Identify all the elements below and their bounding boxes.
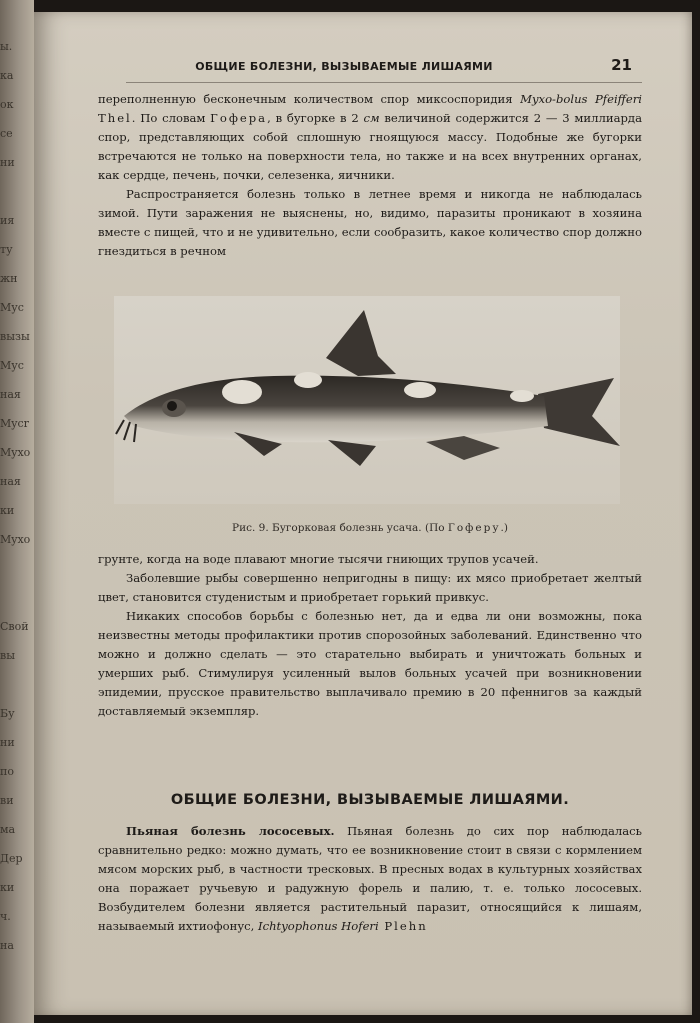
facing-page-fragment: ч. bbox=[0, 910, 11, 923]
figure-caption: Рис. 9. Бугорковая болезнь усача. (По Гоферу.) bbox=[232, 522, 508, 534]
paragraph-2: Распространяется болезнь только в летнее время и никогда не наблюдалась зимой. Пути заражения не выяснены, но, видимо, паразиты проникают в хозяина вместе с пищей, что и не удивительно, если сообразить, какое количество спор должно гнездиться в речном bbox=[98, 187, 642, 258]
barbel-fish-image bbox=[114, 296, 620, 504]
facing-page-fragment: жн bbox=[0, 272, 18, 285]
facing-page-fragment: Myxo bbox=[0, 533, 30, 546]
paragraph-4: Заболевшие рыбы совершенно непригодны в пищу: их мясо приобретает желтый цвет, становится студенистым и приобретает горький привкус. bbox=[98, 571, 642, 604]
book-page bbox=[34, 12, 692, 1015]
page-number: 21 bbox=[611, 56, 632, 74]
facing-page-fragment: ки bbox=[0, 881, 15, 894]
facing-page-fragment: се bbox=[0, 127, 13, 140]
facing-page-fragment: ная bbox=[0, 475, 21, 488]
facing-page-fragment: ы. bbox=[0, 40, 13, 53]
facing-page-fragment: ия bbox=[0, 214, 15, 227]
facing-page-edge bbox=[0, 0, 34, 1023]
paragraph-1: переполненную бесконечным количеством спор миксоспоридия Myxo-bolus Pfeifferi Thel. По словам Гофера, в бугорке в 2 см величиной содержится 2 — 3 миллиарда спор, представляющих собой сплошную гноящуюся массу. Подобные же бугорки встречаются не только на поверхности тела, но также и на всех внутренних органах, как сердце, печень, почки, селезенка, яичники. bbox=[98, 92, 642, 182]
facing-page-fragment: Дер bbox=[0, 852, 23, 865]
facing-page-fragment: Mycr bbox=[0, 417, 29, 430]
text-block-bottom bbox=[98, 822, 642, 936]
text-block-top bbox=[98, 90, 642, 261]
facing-page-fragment: ма bbox=[0, 823, 16, 836]
facing-page-fragment: ок bbox=[0, 98, 14, 111]
paragraph-5: Никаких способов борьбы с болезнью нет, да и едва ли они возможны, пока неизвестны методы профилактики против спорозойных заболеваний. Единственно что можно и должно сделать — это старательно выбирать и уничтожать больных и умерших рыб. Стимулируя усиленный вылов больных усачей при возникновении эпидемии, прусское правительство выплачивало премию в 20 пфеннигов за каждый доставляемый экземпляр. bbox=[98, 609, 642, 718]
facing-page-fragment: ни bbox=[0, 736, 15, 749]
facing-page-fragment: ка bbox=[0, 69, 14, 82]
facing-page-fragment: Мус bbox=[0, 301, 24, 314]
facing-page-fragment: Бу bbox=[0, 707, 15, 720]
paragraph-6: Пьяная болезнь лососевых. Пьяная болезнь до сих пор наблюдалась сравнительно редко: можно думать, что ее возникновение стоит в связи с кормлением мясом морских рыб, в частности тресковых. В пресных водах в культурных хозяйствах она поражает ручьевую и радужную форель и палию, т. е. только лососевых. Возбудителем болезни является растительный паразит, относящийся к лишаям, называемый ихтиофонус, Ichtyophonus Hoferi Plehn bbox=[98, 824, 642, 933]
facing-page-fragment: на bbox=[0, 939, 14, 952]
section-title: ОБЩИЕ БОЛЕЗНИ, ВЫЗЫВАЕМЫЕ ЛИШАЯМИ. bbox=[170, 792, 570, 808]
facing-page-fragment: Свой bbox=[0, 620, 29, 633]
facing-page-fragment: ная bbox=[0, 388, 21, 401]
facing-page-fragment: ту bbox=[0, 243, 13, 256]
text-block-middle bbox=[98, 550, 642, 721]
facing-page-fragment: ви bbox=[0, 794, 14, 807]
facing-page-fragment: вы bbox=[0, 649, 15, 662]
facing-page-fragment: ки bbox=[0, 504, 15, 517]
paragraph-3: грунте, когда на воде плавают многие тысячи гниющих трупов усачей. bbox=[98, 552, 539, 566]
facing-page-fragment: вызы bbox=[0, 330, 30, 343]
facing-page-fragment: Myxo bbox=[0, 446, 30, 459]
figure-fish-illustration bbox=[114, 296, 620, 504]
header-rule bbox=[126, 82, 642, 83]
facing-page-fragment: по bbox=[0, 765, 14, 778]
facing-page-fragment: Мус bbox=[0, 359, 24, 372]
facing-page-fragment: ни bbox=[0, 156, 15, 169]
running-head: ОБЩИЕ БОЛЕЗНИ, ВЫЗЫВАЕМЫЕ ЛИШАЯМИ bbox=[195, 60, 493, 73]
